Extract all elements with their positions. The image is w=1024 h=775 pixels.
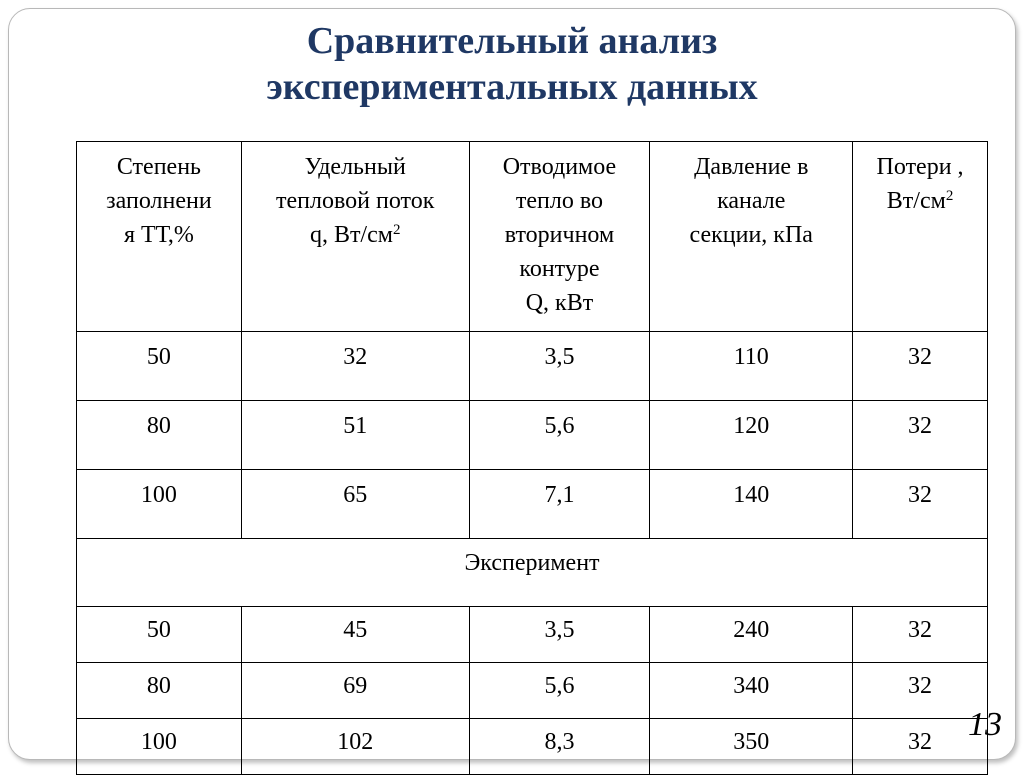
table-cell: 140 — [650, 470, 853, 539]
header-fill-degree: Степень заполнени я ТТ,% — [77, 142, 242, 332]
header-row — [77, 142, 988, 332]
table-row — [77, 401, 988, 470]
table-cell: 3,5 — [469, 332, 650, 401]
table-cell: 32 — [853, 332, 988, 401]
table-cell: 32 — [853, 663, 988, 719]
table-cell: 32 — [853, 401, 988, 470]
comparison-table — [76, 141, 988, 775]
table-cell: 32 — [853, 719, 988, 775]
title-line-1: Сравнительный анализ — [0, 18, 1024, 64]
table-cell: 240 — [650, 607, 853, 663]
table-cell: 100 — [77, 470, 242, 539]
title-line-2: экспериментальных данных — [0, 64, 1024, 110]
table-cell: 69 — [241, 663, 469, 719]
table-cell: 102 — [241, 719, 469, 775]
table-cell: 8,3 — [469, 719, 650, 775]
header-removed-heat: Отводимое тепло во вторичном контуре Q, кВт — [469, 142, 650, 332]
table-cell: 110 — [650, 332, 853, 401]
section-row — [77, 539, 988, 607]
table-row — [77, 663, 988, 719]
table-cell: 7,1 — [469, 470, 650, 539]
table-row — [77, 470, 988, 539]
page-number: 13 — [968, 706, 1002, 744]
table-cell: 80 — [77, 401, 242, 470]
table-cell: 32 — [853, 470, 988, 539]
section-label: Эксперимент — [77, 539, 988, 607]
table-cell: 120 — [650, 401, 853, 470]
table-cell: 50 — [77, 332, 242, 401]
table-cell: 100 — [77, 719, 242, 775]
table-row — [77, 607, 988, 663]
table-cell: 65 — [241, 470, 469, 539]
table-row — [77, 332, 988, 401]
table-cell: 5,6 — [469, 401, 650, 470]
table-cell: 3,5 — [469, 607, 650, 663]
table-cell: 340 — [650, 663, 853, 719]
table-cell: 350 — [650, 719, 853, 775]
header-pressure: Давление в канале секции, кПа — [650, 142, 853, 332]
table-cell: 50 — [77, 607, 242, 663]
table-cell: 51 — [241, 401, 469, 470]
slide-title — [0, 18, 1024, 110]
table-cell: 32 — [241, 332, 469, 401]
header-heat-flux: Удельный тепловой поток q, $Вт/см^2$ — [241, 142, 469, 332]
table-cell: 45 — [241, 607, 469, 663]
table-cell: 80 — [77, 663, 242, 719]
table-cell: 5,6 — [469, 663, 650, 719]
table-cell: 32 — [853, 607, 988, 663]
table-row — [77, 719, 988, 775]
header-losses: Потери , $Вт/см^2$ — [853, 142, 988, 332]
